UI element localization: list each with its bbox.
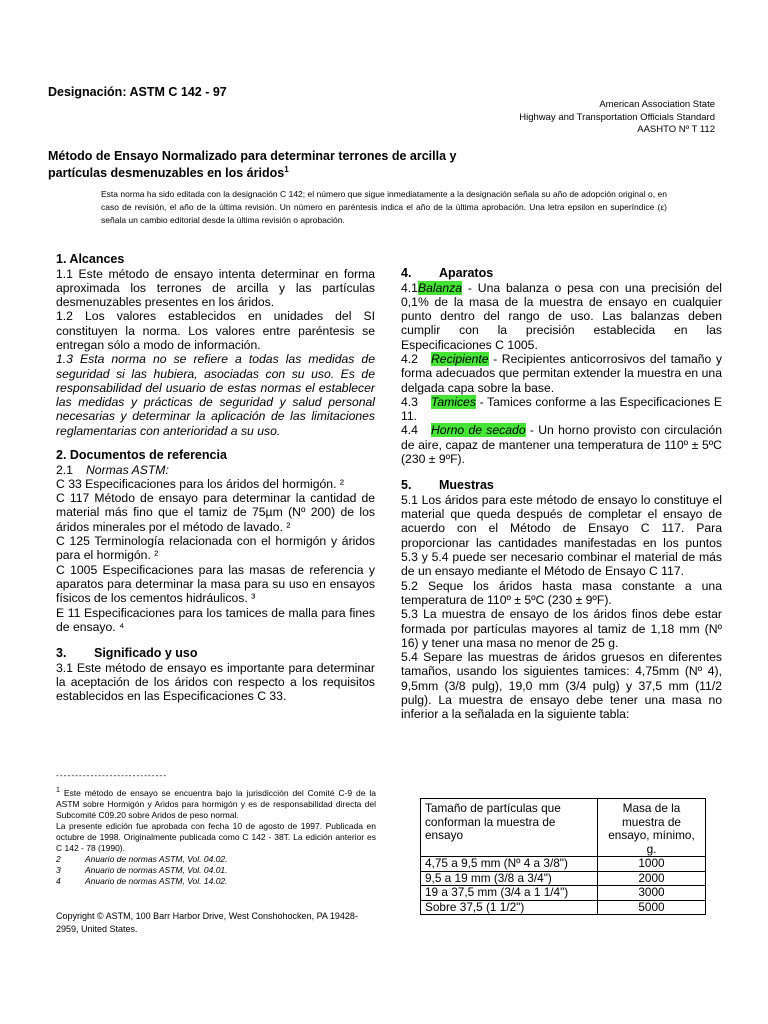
sample-mass-table (420, 798, 706, 915)
table-header-mass: Masa de la muestra de ensayo, mínimo, g. (598, 799, 706, 857)
title-line-2: partículas desmenuzables en los áridos (48, 166, 285, 181)
org-line: American Association State (599, 99, 715, 110)
footnote-1-edition: La presente edición fue aprobada con fecha 10 de agosto de 1997. Publicada en octubre de 1998. Originalmente publicada como C 142 - 38T. La edición anterior es C 142 - 78 (1990). (56, 820, 376, 853)
footnote-rule: ----------------------------- (56, 770, 168, 780)
para-4-3-text: - Tamices conforme a las Especificaciones E 11. (401, 394, 722, 424)
para-5-2: 5.2 Seque los áridos hasta masa constante a una temperatura de 110º ± 5ºC (230 ± 9ºF). (401, 578, 722, 607)
footnote-1 (56, 785, 376, 821)
para-5-4: 5.4 Separe las muestras de áridos gruesos en diferentes tamaños, usando los siguientes tamices: 4,75mm (Nº 4), 9,5mm (3/8 pulg), 19,0 mm (3/4 pulg) y 37,5 mm (11/2 pulg). La muestra de ensayo debe tener una masa no inferior a la señalada en la siguiente tabla: (401, 650, 722, 722)
edition-note: Esta norma ha sido editada con la designación C 142; el número que sigue inmediatamente a la designación señala su año de adopción original o, en caso de revisión, el año de la última revisión. Un número en paréntesis indica el año de la última aprobación. Una letra epsilon en superíndice (ε) señala un cambio editorial desde la última revisión o aprobación. (101, 189, 667, 225)
table-cell-mass: 5000 (598, 900, 706, 915)
term-tamices: Tamices (431, 394, 476, 409)
footnote-ref (56, 865, 376, 876)
para-4-2-text: - Recipientes anticorrosivos del tamaño y forma adecuados que permitan extender la muestra en una delgada capa sobre la base. (401, 351, 722, 395)
footnote-1-text: Este método de ensayo se encuentra bajo la jurisdicción del Comité C-9 de la ASTM sobre Hormigón y Aridos para hormigón y es de responsabilidad directa del Subcomité C09.20 sobre Aridos de peso normal. (56, 787, 376, 820)
para-5-1: 5.1 Los áridos para este método de ensayo lo constituye el material que queda después de completar el ensayo de acuerdo con el Método de Ensayo C 117. Para proporcionar las cantidades manifestadas en los puntos 5.3 y 5.4 puede ser necesario combinar el material de más de un ensayo mediante el Método de Ensayo C 117. (401, 492, 722, 579)
table-header-row (421, 799, 706, 857)
designation: Designación: ASTM C 142 - 97 (48, 85, 227, 99)
footnote-ref-num: 2 (56, 853, 61, 864)
term-horno: Horno de secado (431, 423, 526, 438)
section-5-num: 5. (401, 478, 412, 493)
para-4-3 (401, 395, 722, 424)
org-line: AASHTO Nº T 112 (637, 124, 715, 135)
copyright: Copyright © ASTM, 100 Barr Harbor Drive, West Conshohocken, PA 19428-2959, United States. (56, 911, 358, 934)
para-3-1: 3.1 Este método de ensayo es importante para determinar la aceptación de los áridos con respecto a los requisitos establecidos en las Especificaciones C 33. (56, 660, 375, 704)
table-row (421, 871, 706, 886)
para-2-1 (56, 463, 375, 477)
para-4-1-num: 4.1 (401, 280, 418, 295)
para-4-4 (401, 423, 722, 466)
para-4-1 (401, 281, 722, 352)
para-5-3: 5.3 La muestra de ensayo de los áridos finos debe estar formada por partículas mayores al tamiz de 1,18 mm (Nº 16) y tener una masa no menor de 25 g. (401, 607, 722, 650)
ref-c1005: C 1005 Especificaciones para las masas de referencia y aparatos para determinar la masa para su uso en ensayos físicos de los cementos hidráulicos. ³ (56, 562, 375, 606)
para-4-1-text: - Una balanza o pesa con una precisión del 0,1% de la masa de la muestra de ensayo en cualquier punto dentro del rango de uso. Las balanzas deben cumplir con la precisión establecida en las Especificaciones C 1005. (401, 280, 722, 352)
para-1-3: 1.3 Esta norma no se refiere a todas las medidas de seguridad si las hubiera, asociadas con su uso. Es de responsabilidad del usuario de estas normas el establecer las medidas y prácticas de seguridad y salud personal necesarias y determinar la aplicación de las limitaciones reglamentarias con anterioridad a su uso. (56, 352, 375, 438)
section-4-title: Aparatos (439, 266, 494, 280)
para-1-1: 1.1 Este método de ensayo intenta determinar en forma aproximada los terrones de arcilla y las partículas desmenuzables presentes en los áridos. (56, 266, 375, 310)
section-4-num: 4. (401, 266, 412, 280)
ref-c117: C 117 Método de ensayo para determinar la cantidad de material más fino que el tamiz de 75µm (Nº 200) de los áridos minerales por el método de lavado. ² (56, 491, 375, 534)
section-3-title: Significado y uso (94, 646, 198, 661)
para-4-2 (401, 352, 722, 395)
table-cell-mass: 3000 (598, 886, 706, 901)
section-3-num: 3. (56, 646, 67, 661)
table-cell-mass: 2000 (598, 871, 706, 886)
footnote-1-num: 1 (56, 786, 60, 794)
table-cell-size: 19 a 37,5 mm (3/4 a 1 1/4") (421, 886, 598, 901)
title-footnote-mark: 1 (284, 165, 289, 174)
para-4-2-num: 4.2 (401, 351, 418, 366)
org-line: Highway and Transportation Officials Standard (519, 111, 715, 123)
term-balanza: Balanza (417, 280, 462, 295)
title-line-1: Método de Ensayo Normalizado para determinar terrones de arcilla y (48, 149, 457, 163)
table-cell-size: 9,5 a 19 mm (3/8 a 3/4") (421, 871, 598, 886)
footnotes (56, 770, 376, 887)
para-2-1-num: 2.1 (56, 462, 73, 477)
table-row (421, 886, 706, 901)
table-row (421, 900, 706, 915)
document-title (48, 149, 518, 180)
table-cell-size: Sobre 37,5 (1 1/2") (421, 900, 598, 915)
para-4-3-num: 4.3 (401, 394, 418, 409)
ref-c33: C 33 Especificaciones para los áridos del hormigón. ² (56, 476, 344, 491)
section-1-heading: 1. Alcances (56, 252, 125, 266)
section-4-heading (401, 266, 722, 281)
table-cell-size: 4,75 a 9,5 mm (Nº 4 a 3/8") (421, 857, 598, 872)
org-block (519, 99, 715, 137)
footnote-ref-text: Anuario de normas ASTM, Vol. 04.02. (85, 853, 228, 864)
footnote-ref-num: 3 (56, 864, 61, 875)
para-4-4-text: - Un horno provisto con circulación de aire, capaz de mantener una temperatura de 110º ± 5ºC (230 ± 9ºF). (401, 423, 722, 467)
footnote-ref-text: Anuario de normas ASTM, Vol. 04.01. (85, 864, 228, 875)
left-column (56, 252, 375, 704)
footnote-ref-num: 4 (56, 875, 61, 886)
section-3-heading (56, 646, 375, 661)
section-5-heading (401, 478, 722, 493)
table-cell-mass: 1000 (598, 857, 706, 872)
table-header-size: Tamaño de partículas que conforman la muestra de ensayo (421, 799, 598, 857)
section-5-title: Muestras (439, 478, 494, 493)
para-1-2: 1.2 Los valores establecidos en unidades del SI constituyen la norma. Los valores entre paréntesis se entregan sólo a modo de información. (56, 309, 375, 352)
para-2-1-text: Normas ASTM: (86, 462, 169, 477)
ref-e11: E 11 Especificaciones para los tamices de malla para fines de ensayo. ⁴ (56, 605, 375, 634)
footnote-ref (56, 854, 376, 865)
footnote-ref-text: Anuario de normas ASTM, Vol. 14.02. (85, 875, 228, 886)
ref-c125: C 125 Terminología relacionada con el hormigón y áridos para el hormigón. ² (56, 534, 375, 563)
section-2-heading: 2. Documentos de referencia (56, 448, 227, 463)
right-column (401, 266, 722, 722)
table-row (421, 857, 706, 872)
para-4-4-num: 4.4 (401, 423, 418, 438)
term-recipiente: Recipiente (431, 351, 489, 366)
footnote-ref (56, 876, 376, 887)
